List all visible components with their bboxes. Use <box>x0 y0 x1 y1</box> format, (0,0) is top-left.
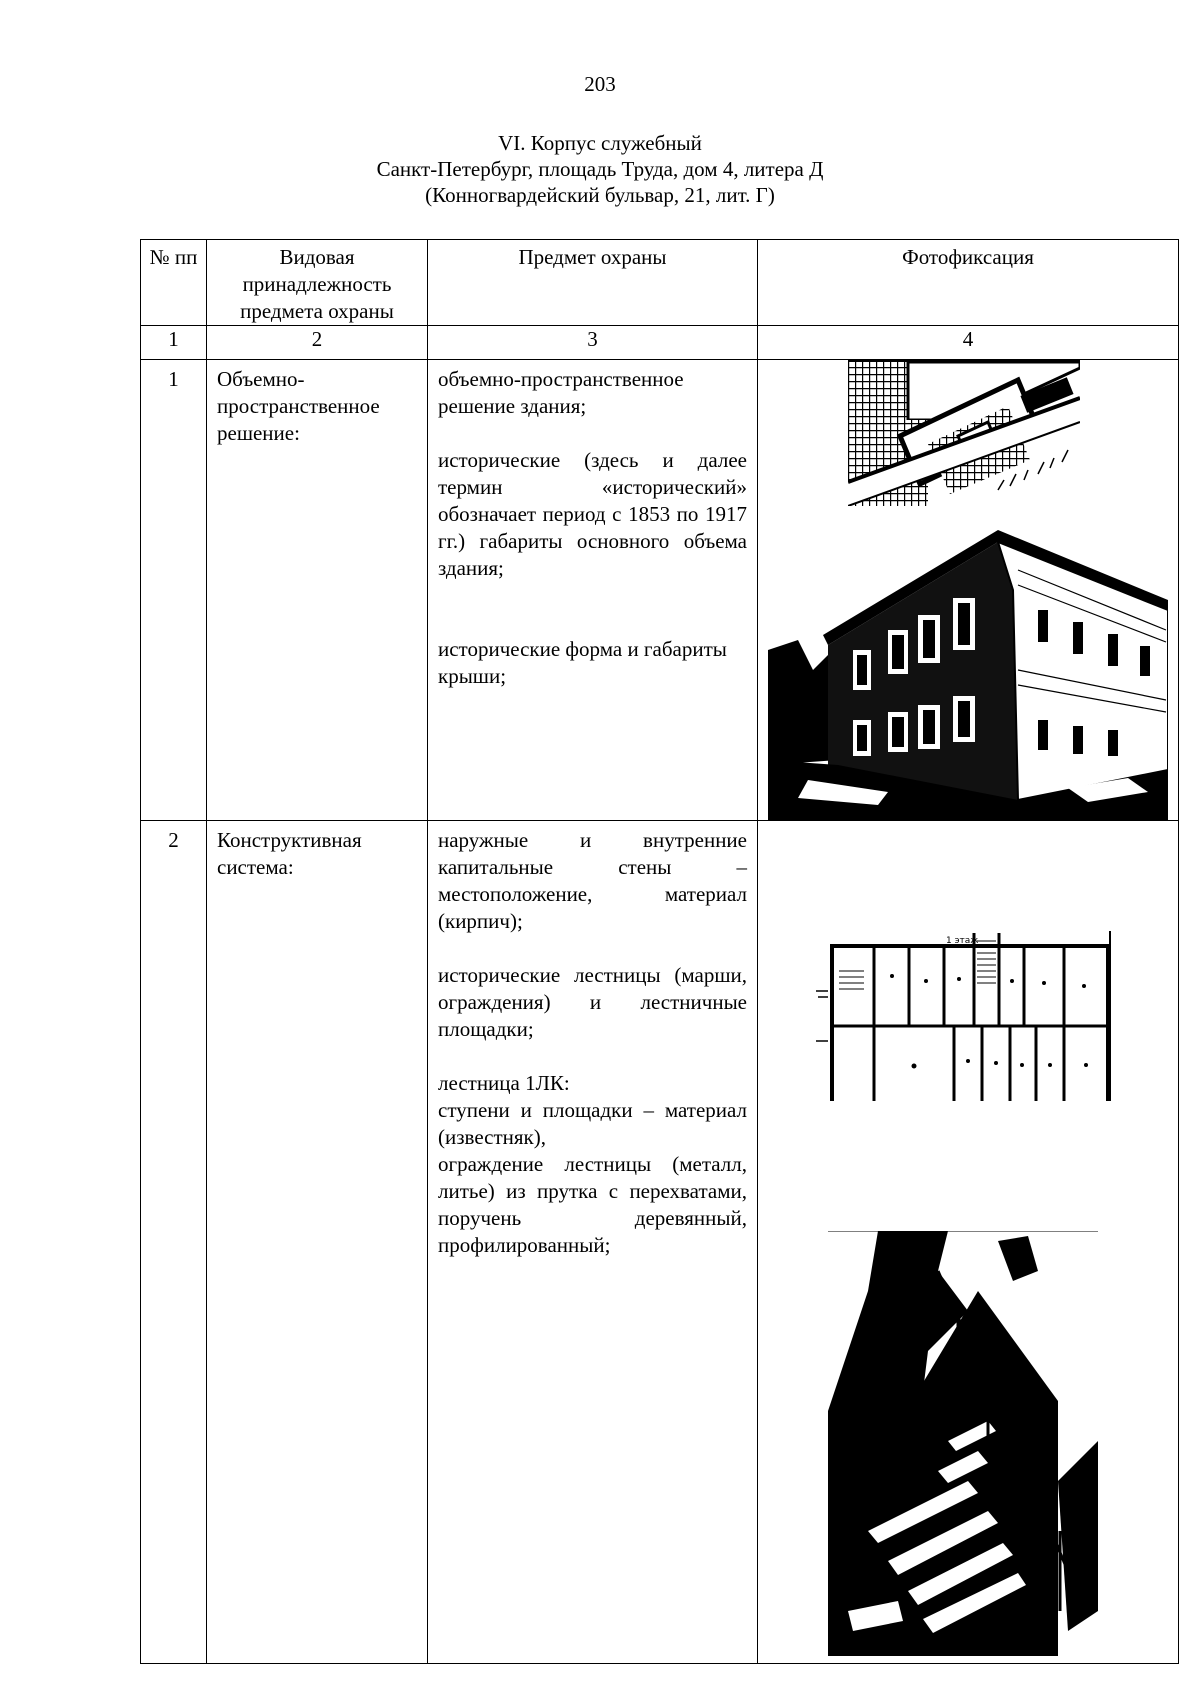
page-number: 203 <box>584 72 616 96</box>
table-row <box>141 360 1179 821</box>
floor-plan-drawing <box>814 931 1114 1101</box>
row-number: 2 <box>141 821 207 1664</box>
subject-item: наружные и внутренние капитальные стены – местоположение, материал (кирпич); <box>438 828 747 933</box>
alt-address-line: (Конногвардейский бульвар, 21, лит. Г) <box>425 183 775 207</box>
subject-item: ступени и площадки – материал (известняк), <box>438 1098 747 1149</box>
section-title: VI. Корпус служебный <box>498 131 702 155</box>
subject-item: исторические (здесь и далее термин «исторический» обозначает период с 1853 по 1917 гг.) габариты основного объема здания; <box>438 448 747 580</box>
header-number: № пп <box>141 240 207 326</box>
row-category: Объемно-пространственное решение: <box>207 360 428 821</box>
floor-plan-label: 1 этаж <box>946 936 979 946</box>
subject-item: ограждение лестницы (металл, литье) из прутка с перехватами, поручень деревянный, профилированный; <box>438 1152 747 1257</box>
subject-item: объемно-пространственное решение здания; <box>438 367 684 418</box>
row-category: Конструктивная система: <box>207 821 428 1664</box>
header-subject: Предмет охраны <box>428 240 758 326</box>
row-photos <box>758 821 1179 1664</box>
column-number: 3 <box>428 326 758 360</box>
table-row <box>141 821 1179 1664</box>
site-map-photo <box>848 360 1080 506</box>
column-number: 1 <box>141 326 207 360</box>
header-photo: Фотофиксация <box>758 240 1179 326</box>
subject-item: лестница 1ЛК: <box>438 1071 570 1095</box>
row-number: 1 <box>141 360 207 821</box>
table-header-row <box>141 240 1179 326</box>
row-photos <box>758 360 1179 821</box>
building-photo <box>768 530 1168 820</box>
address-line: Санкт-Петербург, площадь Труда, дом 4, литера Д <box>376 157 824 181</box>
column-number: 4 <box>758 326 1179 360</box>
column-number: 2 <box>207 326 428 360</box>
row-subjects <box>428 821 758 1664</box>
staircase-photo <box>828 1231 1098 1656</box>
column-number-row <box>141 326 1179 360</box>
subject-item: исторические форма и габариты крыши; <box>438 637 727 688</box>
protection-table <box>140 239 1179 1664</box>
subject-item: исторические лестницы (марши, ограждения) и лестничные площадки; <box>438 963 747 1041</box>
row-subjects <box>428 360 758 821</box>
header-category: Видовая принадлежность предмета охраны <box>207 240 428 326</box>
